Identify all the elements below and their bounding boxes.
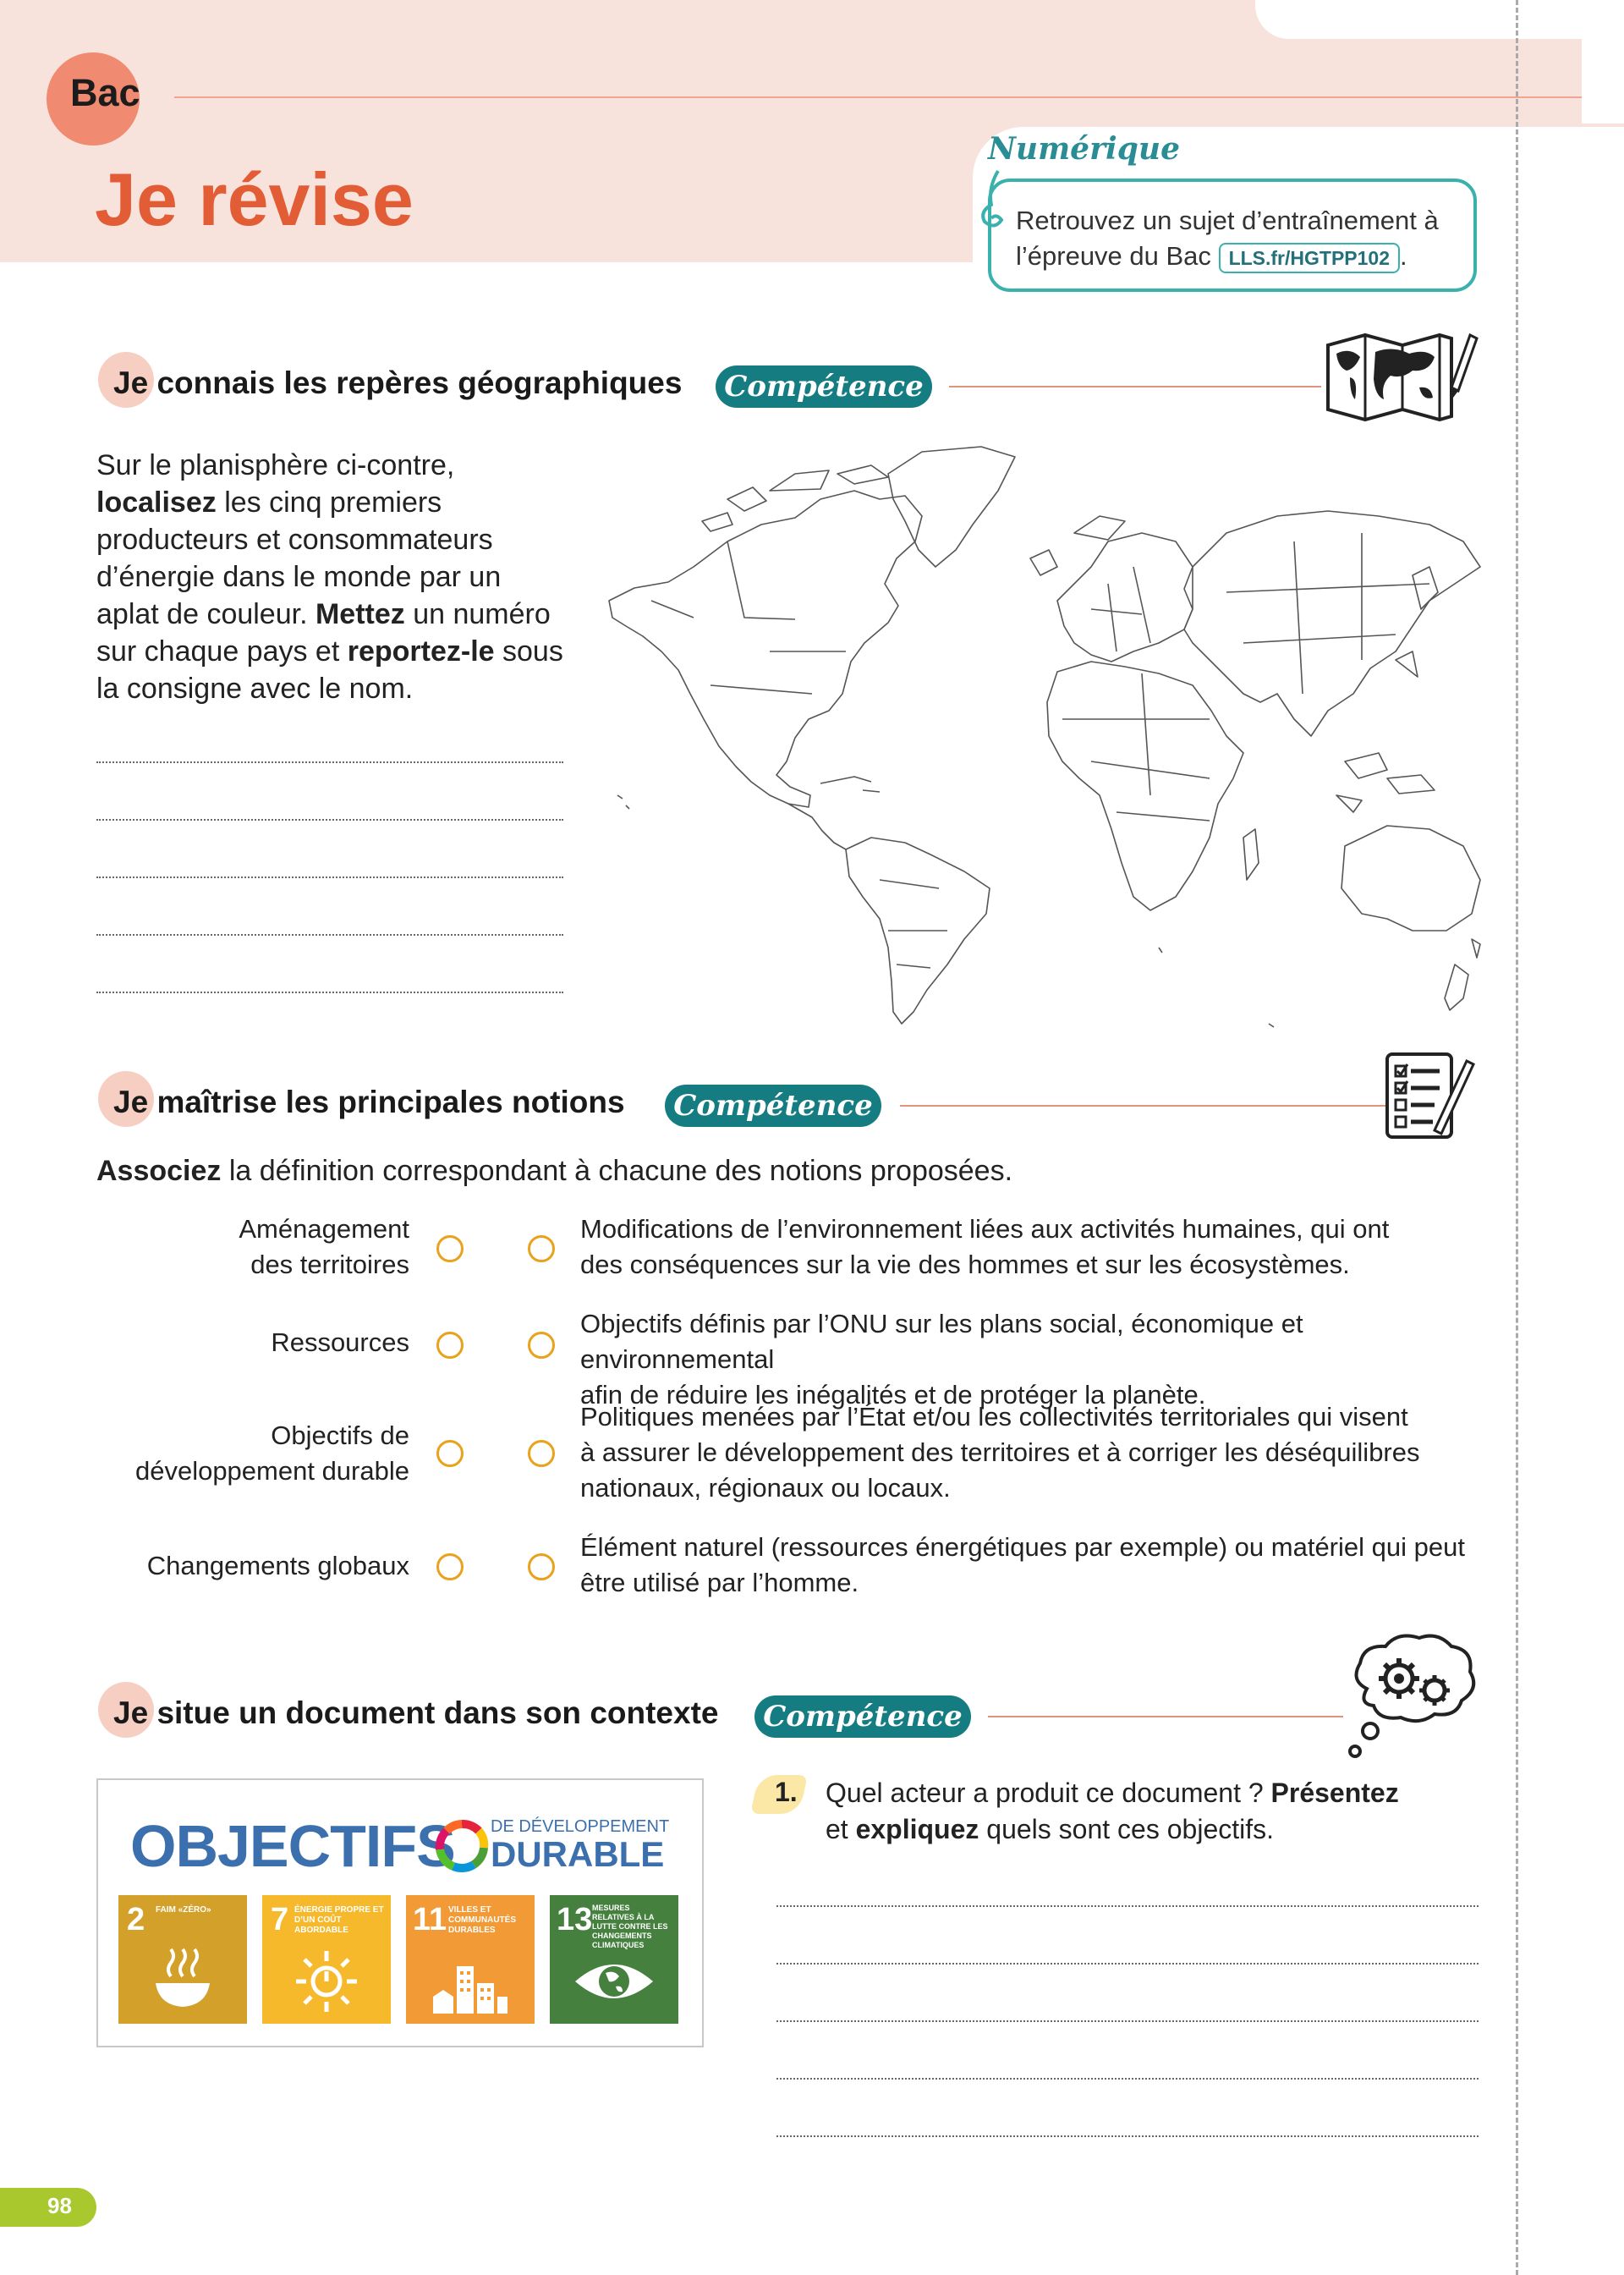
section-rule (988, 1716, 1343, 1717)
match-ring-right[interactable] (528, 1332, 555, 1359)
odd-document-image (96, 1778, 704, 2047)
definition-item (580, 1306, 1494, 1413)
term-line: développement durable (134, 1456, 409, 1486)
competence-badge: Compétence (665, 1085, 881, 1127)
term-line: Ressources (271, 1327, 409, 1357)
section3-prefix: Je (113, 1695, 149, 1730)
odd-tile-2 (118, 1895, 247, 2024)
odd-tile-7 (262, 1895, 391, 2024)
odd-logo-small: DE DÉVELOPPEMENT (491, 1817, 670, 1836)
page-number: 98 (47, 2193, 72, 2218)
odd-tile-text: FAIM «ZÉRO» (156, 1905, 211, 1915)
definition-item (580, 1530, 1494, 1601)
section2-prefix: Je (113, 1085, 149, 1119)
term-item (85, 1212, 409, 1283)
section2-title: maîtrise les principales notions (156, 1085, 625, 1119)
odd-tile-number: 2 (127, 1902, 145, 1937)
numerique-label: Numérique (988, 131, 1180, 167)
odd-tile-13 (550, 1895, 678, 2024)
term-line: des territoires (250, 1250, 409, 1279)
numerique-link[interactable]: LLS.fr/HGTPP102 (1219, 243, 1400, 273)
answer-line[interactable] (776, 1963, 1479, 1965)
section3-title: situe un document dans son contexte (156, 1695, 719, 1730)
definition-line: à assurer le développement des territoires et à corriger les déséquilibres (580, 1437, 1420, 1467)
section2-instruction (96, 1152, 1450, 1190)
definition-item (580, 1212, 1494, 1283)
section1-title: connais les repères géographiques (156, 365, 683, 400)
definition-line: afin de réduire les inégalités et de protéger la planète. (580, 1380, 1206, 1410)
question-part: quels sont ces objectifs. (979, 1814, 1275, 1844)
world-map-icon (1325, 328, 1479, 426)
answer-line[interactable] (96, 819, 563, 821)
definition-line: Objectifs définis par l’ONU sur les plans social, économique et environnemental (580, 1309, 1303, 1374)
sun-power-icon (293, 1948, 360, 2015)
odd-logo-big: DURABLE (491, 1834, 665, 1874)
match-ring-left[interactable] (436, 1440, 464, 1467)
header-rule (174, 96, 1582, 98)
question-text (826, 1775, 1485, 1848)
numerique-period: . (1400, 241, 1407, 271)
odd-tile-text: ÉNERGIE PROPRE ET D’UN COÛT ABORDABLE (294, 1905, 384, 1935)
definition-line: nationaux, régionaux ou locaux. (580, 1473, 951, 1503)
checklist-icon (1384, 1049, 1479, 1142)
match-ring-left[interactable] (436, 1332, 464, 1359)
term-line: Objectifs de (271, 1421, 409, 1450)
odd-tile-number: 11 (413, 1902, 447, 1937)
section1-instruction (96, 447, 570, 707)
competence-badge: Compétence (754, 1695, 971, 1738)
instruction-verb: localisez (96, 486, 217, 519)
definition-line: Modifications de l’environnement liées aux activités humaines, qui ont (580, 1214, 1390, 1244)
instruction-text: Sur le planisphère ci-contre, (96, 449, 455, 481)
buildings-icon (430, 1949, 511, 2017)
definition-line: être utilisé par l’homme. (580, 1568, 859, 1597)
bac-badge-label: Bac (70, 71, 140, 114)
definition-line: Élément naturel (ressources énergétiques par exemple) ou matériel qui peut (580, 1532, 1465, 1562)
instruction-text: sous la consigne avec le nom. (96, 635, 563, 705)
definition-line: des conséquences sur la vie des hommes et sur les écosystèmes. (580, 1250, 1350, 1279)
instruction-text: les cinq premiers producteurs et consommateurs d’énergie dans le monde par un aplat de couleur. (96, 486, 502, 630)
match-ring-right[interactable] (528, 1553, 555, 1580)
header-cutout (1255, 0, 1624, 39)
numerique-sentence: Retrouvez un sujet d’entraînement à l’épreuve du Bac (1016, 206, 1439, 271)
numerique-text (1016, 203, 1473, 274)
instruction-verb: Mettez (315, 598, 405, 630)
answer-line[interactable] (96, 934, 563, 936)
question-part: Quel acteur a produit ce document ? (826, 1778, 1271, 1808)
match-ring-right[interactable] (528, 1235, 555, 1262)
section-rule (900, 1105, 1391, 1107)
odd-tile-11 (406, 1895, 535, 2024)
section3-heading (113, 1695, 718, 1731)
answer-line[interactable] (96, 761, 563, 763)
answer-line[interactable] (776, 2135, 1479, 2137)
definition-item (580, 1399, 1494, 1506)
odd-tile-number: 7 (271, 1902, 289, 1937)
question-number: 1. (775, 1777, 798, 1807)
instruction-verb: reportez-le (347, 635, 495, 668)
instruction-verb: Associez (96, 1155, 222, 1187)
page-title: Je révise (95, 157, 414, 241)
odd-tile-text: MESURES RELATIVES À LA LUTTE CONTRE LES CHANGEMENTS CLIMATIQUES (592, 1904, 668, 1949)
section-rule (949, 386, 1321, 387)
section2-heading (113, 1085, 625, 1120)
answer-line[interactable] (96, 992, 563, 993)
instruction-text: un numéro sur chaque pays et (96, 598, 551, 668)
answer-line[interactable] (96, 876, 563, 878)
question-verb: expliquez (855, 1814, 979, 1844)
answer-line[interactable] (776, 2078, 1479, 2080)
answer-line[interactable] (776, 2020, 1479, 2022)
thought-gears-icon (1341, 1629, 1479, 1765)
definition-line: Politiques menées par l’État et/ou les collectivités territoriales qui visent (580, 1402, 1408, 1431)
question-verb: Présentez (1270, 1778, 1399, 1808)
world-map-blank[interactable] (601, 440, 1489, 1032)
section1-heading (113, 365, 682, 401)
odd-logo-word: OBJECTIFS (130, 1813, 455, 1879)
answer-line[interactable] (776, 1905, 1479, 1907)
eye-earth-icon (572, 1954, 656, 2008)
header-cutout (1582, 39, 1624, 124)
competence-badge: Compétence (716, 365, 932, 408)
term-item (85, 1325, 409, 1360)
bowl-icon (149, 1946, 217, 2014)
margin-dashed-line (1516, 0, 1518, 2275)
term-line: Aménagement (239, 1214, 409, 1244)
instruction-text: la définition correspondant à chacune des notions proposées. (221, 1155, 1013, 1187)
term-line: Changements globaux (146, 1551, 409, 1580)
odd-tile-number: 13 (557, 1902, 593, 1937)
odd-wheel-icon (435, 1819, 489, 1873)
term-item (85, 1548, 409, 1584)
question-part: et (826, 1814, 856, 1844)
match-ring-right[interactable] (528, 1440, 555, 1467)
match-ring-left[interactable] (436, 1235, 464, 1262)
odd-tile-text: VILLES ET COMMUNAUTÉS DURABLES (448, 1905, 516, 1935)
term-item (85, 1418, 409, 1489)
section1-prefix: Je (113, 365, 149, 400)
match-ring-left[interactable] (436, 1553, 464, 1580)
